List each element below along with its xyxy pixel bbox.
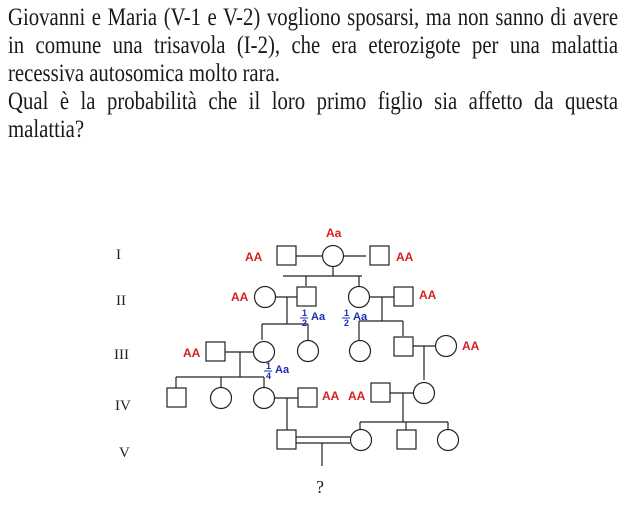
individual-IV1 (167, 388, 186, 407)
fraction-II2-denominator: 2 (302, 318, 308, 328)
generation-label-III: III (114, 347, 129, 363)
individual-III1 (206, 342, 225, 361)
individual-I1 (277, 246, 296, 265)
fraction-III2-numerator: 1 (266, 361, 272, 371)
individual-V2 (351, 430, 372, 451)
genotype-II2: Aa (311, 311, 326, 323)
individual-V1 (277, 430, 296, 449)
genotype-I3: AA (396, 250, 414, 264)
individual-III5 (394, 337, 413, 356)
individual-IV4 (298, 388, 317, 407)
individual-III3 (298, 341, 319, 362)
question-paragraph-2: Qual è la probabilità che il loro primo figlio sia affetto da questa malattia? (8, 88, 619, 143)
generation-label-IV: IV (115, 398, 131, 414)
individual-IV5 (371, 383, 390, 402)
generation-label-V: V (119, 445, 130, 461)
generation-label-II: II (116, 293, 126, 309)
fraction-III2-denominator: 4 (266, 371, 272, 381)
genotype-III2: Aa (275, 364, 290, 376)
individual-I2 (323, 246, 344, 267)
genotype-II4: AA (419, 288, 437, 302)
genotype-III6: AA (462, 339, 480, 353)
individual-I3 (370, 246, 389, 265)
fraction-II2-numerator: 1 (302, 308, 308, 318)
individual-IV3 (254, 388, 275, 409)
individual-II2 (297, 287, 316, 306)
individual-V3 (397, 430, 416, 449)
genotype-III1: AA (183, 346, 201, 360)
individual-III2 (254, 342, 275, 363)
individual-II1 (255, 287, 276, 308)
genotype-I1: AA (245, 250, 263, 264)
offspring-question-mark: ? (316, 477, 324, 497)
fraction-II3-denominator: 2 (344, 318, 350, 328)
individual-III6 (436, 336, 457, 357)
genotype-II1: AA (231, 290, 249, 304)
genotype-IV5: AA (348, 389, 366, 403)
individual-III4 (350, 341, 371, 362)
fraction-II3-numerator: 1 (344, 308, 350, 318)
generation-label-I: I (116, 247, 121, 263)
individual-II4 (394, 287, 413, 306)
genotype-II3: Aa (353, 311, 368, 323)
individual-IV2 (211, 388, 232, 409)
genotype-I2: Aa (326, 226, 342, 240)
individual-V4 (438, 430, 459, 451)
individual-II3 (349, 287, 370, 308)
individual-IV6 (414, 383, 435, 404)
question-paragraph-1: Giovanni e Maria (V-1 e V-2) vogliono sposarsi, ma non sanno di avere in comune una trisavola (I-2), che era eterozigote per una malattia recessiva autosomica molto rara. (8, 4, 619, 87)
genotype-IV4: AA (322, 389, 340, 403)
